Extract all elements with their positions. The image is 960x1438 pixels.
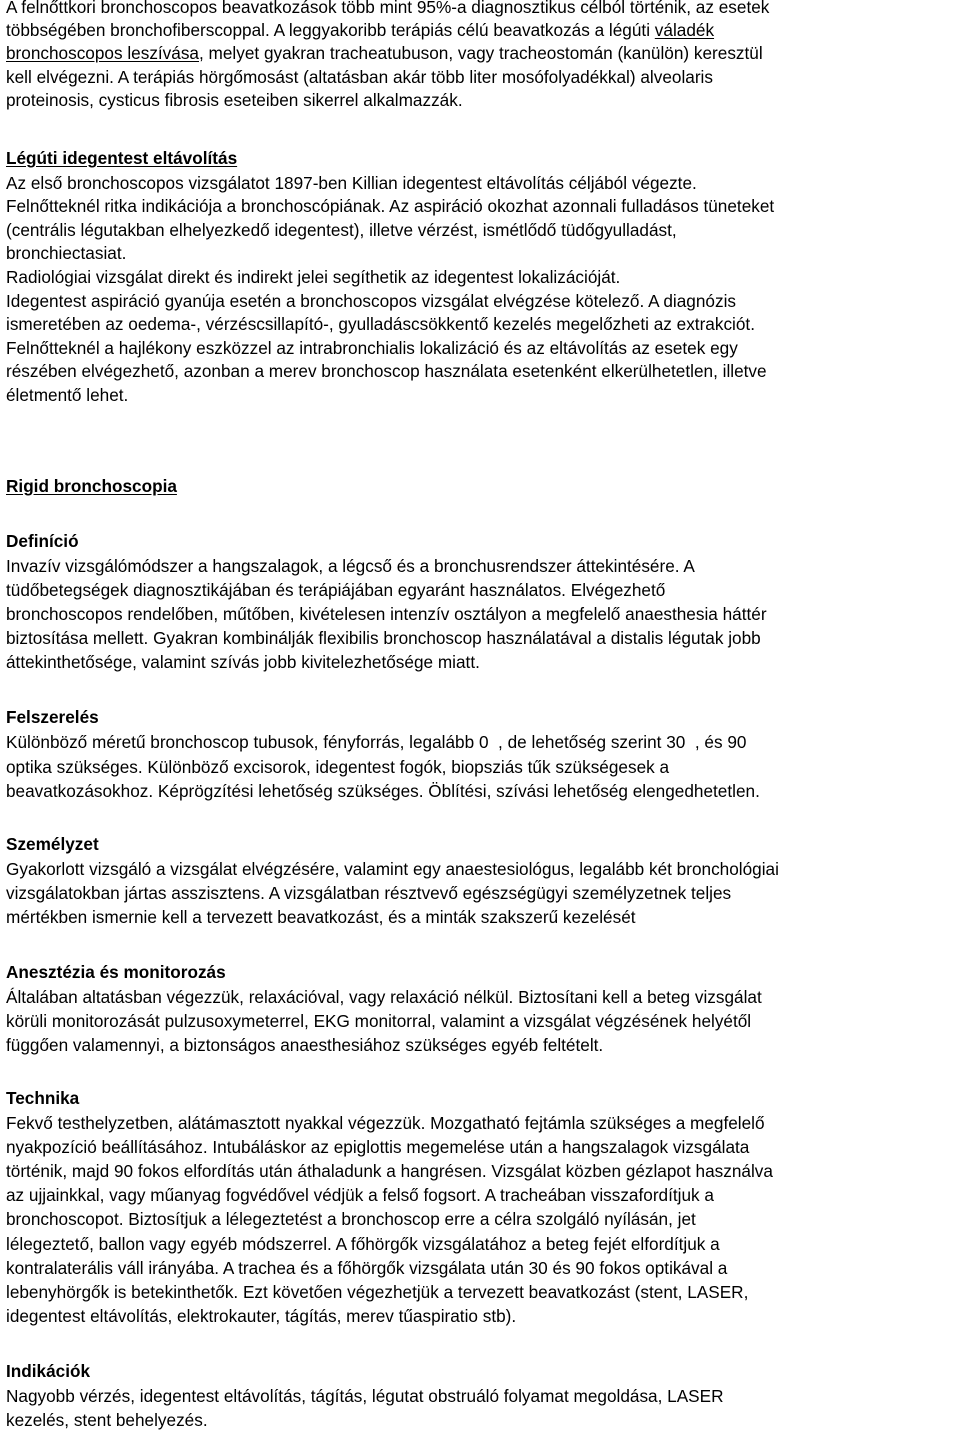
heading-szemelyzet: Személyzet (6, 834, 99, 854)
felsz-line-1: Különböző méretű bronchoscop tubusok, fényforrás, legalább 0 , de lehetőség szerint 30 , és 90 (6, 732, 747, 752)
anesz-line-2: körüli monitorozását pulzusoxymeterrel, EKG monitorral, valamint a vizsgálat végzésének helyétől (6, 1011, 752, 1031)
def-line-5: áttekinthetősége, valamint szívás jobb kivitelezhetősége miatt. (6, 652, 480, 672)
fb-line-2: Felnőtteknél ritka indikációja a bronchoscópiának. Az aspiráció okozhat azonnali fulladásos tüneteket (6, 196, 775, 216)
tech-line-6: lélegeztető, ballon vagy egyéb módszerrel. A főhörgők vizsgálatához a beteg fejét elfordítjuk a (6, 1234, 720, 1254)
fb-line-3: (centrális légutakban elhelyezkedő idegentest), illetve vérzést, ismétlődő tüdőgyulladást, (6, 220, 677, 240)
tech-line-2: nyakpozíció beállításához. Intubáláskor az epiglottis megemelése után a hangszalagok vizsgálata (6, 1137, 750, 1157)
heading-rigid-bronchoscopia: Rigid bronchoscopia (6, 476, 177, 496)
link-valadek[interactable]: váladék (654, 20, 715, 40)
def-line-1: Invazív vizsgálómódszer a hangszalagok, a légcső és a bronchusrendszer áttekintésére. A (6, 556, 695, 576)
fb-line-4: bronchiectasiat. (6, 243, 127, 263)
heading-foreign-body: Légúti idegentest eltávolítás (6, 148, 238, 168)
szem-line-1: Gyakorlott vizsgáló a vizsgálat elvégzésére, valamint egy anaestesiológus, legalább két bronchológiai (6, 859, 779, 879)
heading-indikaciok: Indikációk (6, 1361, 91, 1381)
intro-line-3-text: , melyet gyakran tracheatubuson, vagy tracheostomán (kanülön) keresztül (199, 43, 763, 63)
tech-line-1: Fekvő testhelyzetben, alátámasztott nyakkal végezzük. Mozgatható fejtámla szükséges a megfelelő (6, 1113, 765, 1133)
heading-definicio: Definíció (6, 531, 79, 551)
anesz-line-3: függően valamennyi, a biztonságos anaesthesiához szükséges egyéb feltételt. (6, 1035, 604, 1055)
szem-line-3: mértékben ismernie kell a tervezett beavatkozást, és a minták szakszerű kezelését (6, 907, 636, 927)
fb-line-8: Felnőtteknél a hajlékony eszközzel az intrabronchialis lokalizáció és az eltávolítás az esetek egy (6, 338, 738, 358)
def-line-2: tüdőbetegségek diagnosztikájában és terápiájában egyaránt használatos. Elvégezhető (6, 580, 666, 600)
anesz-line-1: Általában altatásban végezzük, relaxációval, vagy relaxáció nélkül. Biztosítani kell a beteg vizsgálat (6, 987, 762, 1007)
ind-line-2: kezelés, stent behelyezés. (6, 1410, 208, 1430)
fb-line-1: Az első bronchoscopos vizsgálatot 1897-ben Killian idegentest eltávolítás céljából végezte. (6, 173, 697, 193)
fb-line-7: ismeretében az oedema-, vérzéscsillapító-, gyulladáscsökkentő kezelés megelőzheti az extrakciót. (6, 314, 755, 334)
intro-line-1: A felnőttkori bronchoscopos beavatkozások több mint 95%-a diagnosztikus célból történik, az esetek (6, 0, 770, 17)
intro-line-5: proteinosis, cysticus fibrosis eseteiben sikerrel alkalmazzák. (6, 90, 463, 110)
tech-line-3: történik, majd 90 fokos elfordítás után áthaladunk a hangrésen. Vizsgálat közben gézlapot használva (6, 1161, 773, 1181)
fb-line-6: Idegentest aspiráció gyanúja esetén a bronchoscopos vizsgálat elvégzése kötelező. A diagnózis (6, 291, 736, 311)
szem-line-2: vizsgálatokban jártas asszisztens. A vizsgálatban résztvevő egészségügyi személyzetnek teljes (6, 883, 732, 903)
tech-line-5: bronchoscopot. Biztosítjuk a lélegeztetést a bronchoscop erre a célra szolgáló nyílásán, jet (6, 1209, 696, 1229)
fb-line-10: életmentő lehet. (6, 385, 129, 405)
heading-technika: Technika (6, 1088, 80, 1108)
intro-line-4: kell elvégezni. A terápiás hörgőmosást (altatásban akár több liter mosófolyadékkal) alveolaris (6, 67, 713, 87)
tech-line-4: az ujjainkkal, vagy műanyag fogvédővel védjük a felső fogsort. A tracheában visszafordítjuk a (6, 1185, 714, 1205)
heading-anesztezia: Anesztézia és monitorozás (6, 962, 226, 982)
tech-line-7: kontralaterális váll irányába. A trachea és a főhörgők vizsgálata után 30 és 90 fokos optikával a (6, 1258, 728, 1278)
tech-line-9: idegentest eltávolítás, elektrokauter, tágítás, merev tűaspiratio stb). (6, 1306, 517, 1326)
fb-line-5: Radiológiai vizsgálat direkt és indirekt jelei segíthetik az idegentest lokalizációját. (6, 267, 621, 287)
link-bronchoscopos-leszivasa[interactable]: bronchoscopos leszívása (6, 43, 199, 63)
intro-line-2 (6, 19, 714, 42)
tech-line-8: lebenyhörgők is betekinthetők. Ezt követően végezhetjük a tervezett beavatkozást (stent, LASER, (6, 1282, 749, 1302)
intro-line-2-text: többségében bronchofiberscoppal. A leggyakoribb terápiás célú beavatkozás a légúti (6, 20, 655, 40)
felsz-line-3: beavatkozásokhoz. Képrögzítési lehetőség szükséges. Öblítési, szívási lehetőség elengedhetetlen. (6, 781, 760, 801)
intro-line-3 (6, 42, 763, 65)
ind-line-1: Nagyobb vérzés, idegentest eltávolítás, tágítás, légutat obstruáló folyamat megoldása, LASER (6, 1386, 724, 1406)
def-line-4: biztosítása mellett. Gyakran kombinálják flexibilis bronchoscop használatával a distalis légutak jobb (6, 628, 761, 648)
heading-felszereles: Felszerelés (6, 707, 99, 727)
felsz-line-2: optika szükséges. Különböző excisorok, idegentest fogók, biopsziás tűk szükségesek a (6, 757, 670, 777)
def-line-3: bronchoscopos rendelőben, műtőben, kivételesen intenzív osztályon a megfelelő anaesthesia háttér (6, 604, 767, 624)
fb-line-9: részében elvégezhető, azonban a merev bronchoscop használata esetenként elkerülhetetlen, illetve (6, 361, 767, 381)
